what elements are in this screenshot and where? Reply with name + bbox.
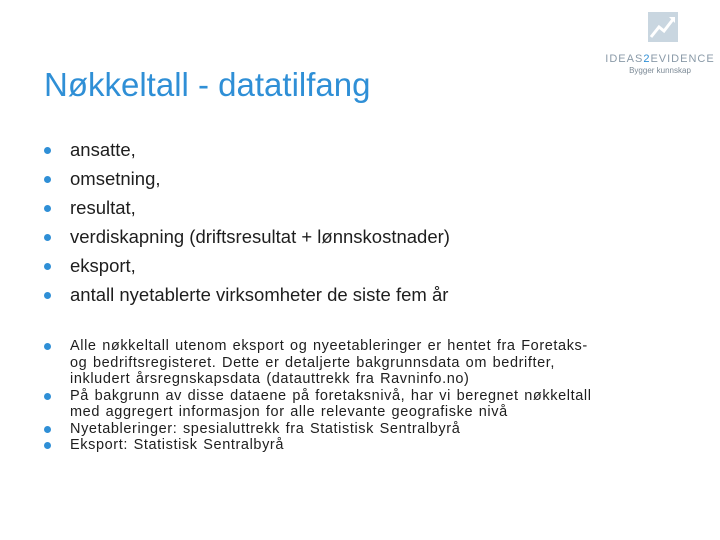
bullet-icon bbox=[44, 263, 51, 270]
logo-tagline: Bygger kunnskap bbox=[629, 66, 691, 75]
bullet-icon bbox=[44, 176, 51, 183]
bullet-icon bbox=[44, 205, 51, 212]
list-item: resultat, bbox=[44, 197, 450, 226]
company-logo bbox=[604, 8, 716, 80]
list-item: Alle nøkkeltall utenom eksport og nyeetableringer er hentet fra Foretaks- og bedriftsregisteret. Dette er detaljerte bakgrunnsdata om bedrifter, inkludert årsregnskapsdata (datauttrekk fra Ravninfo.no) bbox=[44, 338, 684, 388]
list-item: Eksport: Statistisk Sentralbyrå bbox=[44, 437, 684, 454]
key-figures-list bbox=[44, 139, 450, 313]
list-item: Nyetableringer: spesialuttrekk fra Statistisk Sentralbyrå bbox=[44, 421, 684, 438]
bullet-icon bbox=[44, 426, 51, 433]
list-item: eksport, bbox=[44, 255, 450, 284]
bullet-icon bbox=[44, 234, 51, 241]
bullet-icon bbox=[44, 393, 51, 400]
list-item: antall nyetablerte virksomheter de siste fem år bbox=[44, 284, 450, 313]
list-item: På bakgrunn av disse dataene på foretaksnivå, har vi beregnet nøkkeltall med aggregert informasjon for alle relevante geografiske nivå bbox=[44, 388, 684, 421]
bullet-icon bbox=[44, 442, 51, 449]
bullet-icon bbox=[44, 147, 51, 154]
list-item: verdiskapning (driftsresultat + lønnskostnader) bbox=[44, 226, 450, 255]
bullet-icon bbox=[44, 343, 51, 350]
slide-title: Nøkkeltall - datatilfang bbox=[44, 66, 371, 103]
rising-chart-logo-icon bbox=[648, 12, 678, 42]
list-item: ansatte, bbox=[44, 139, 450, 168]
logo-wordmark: IDEAS2EVIDENCE bbox=[605, 53, 715, 65]
data-sources-list bbox=[44, 338, 684, 454]
list-item: omsetning, bbox=[44, 168, 450, 197]
bullet-icon bbox=[44, 292, 51, 299]
